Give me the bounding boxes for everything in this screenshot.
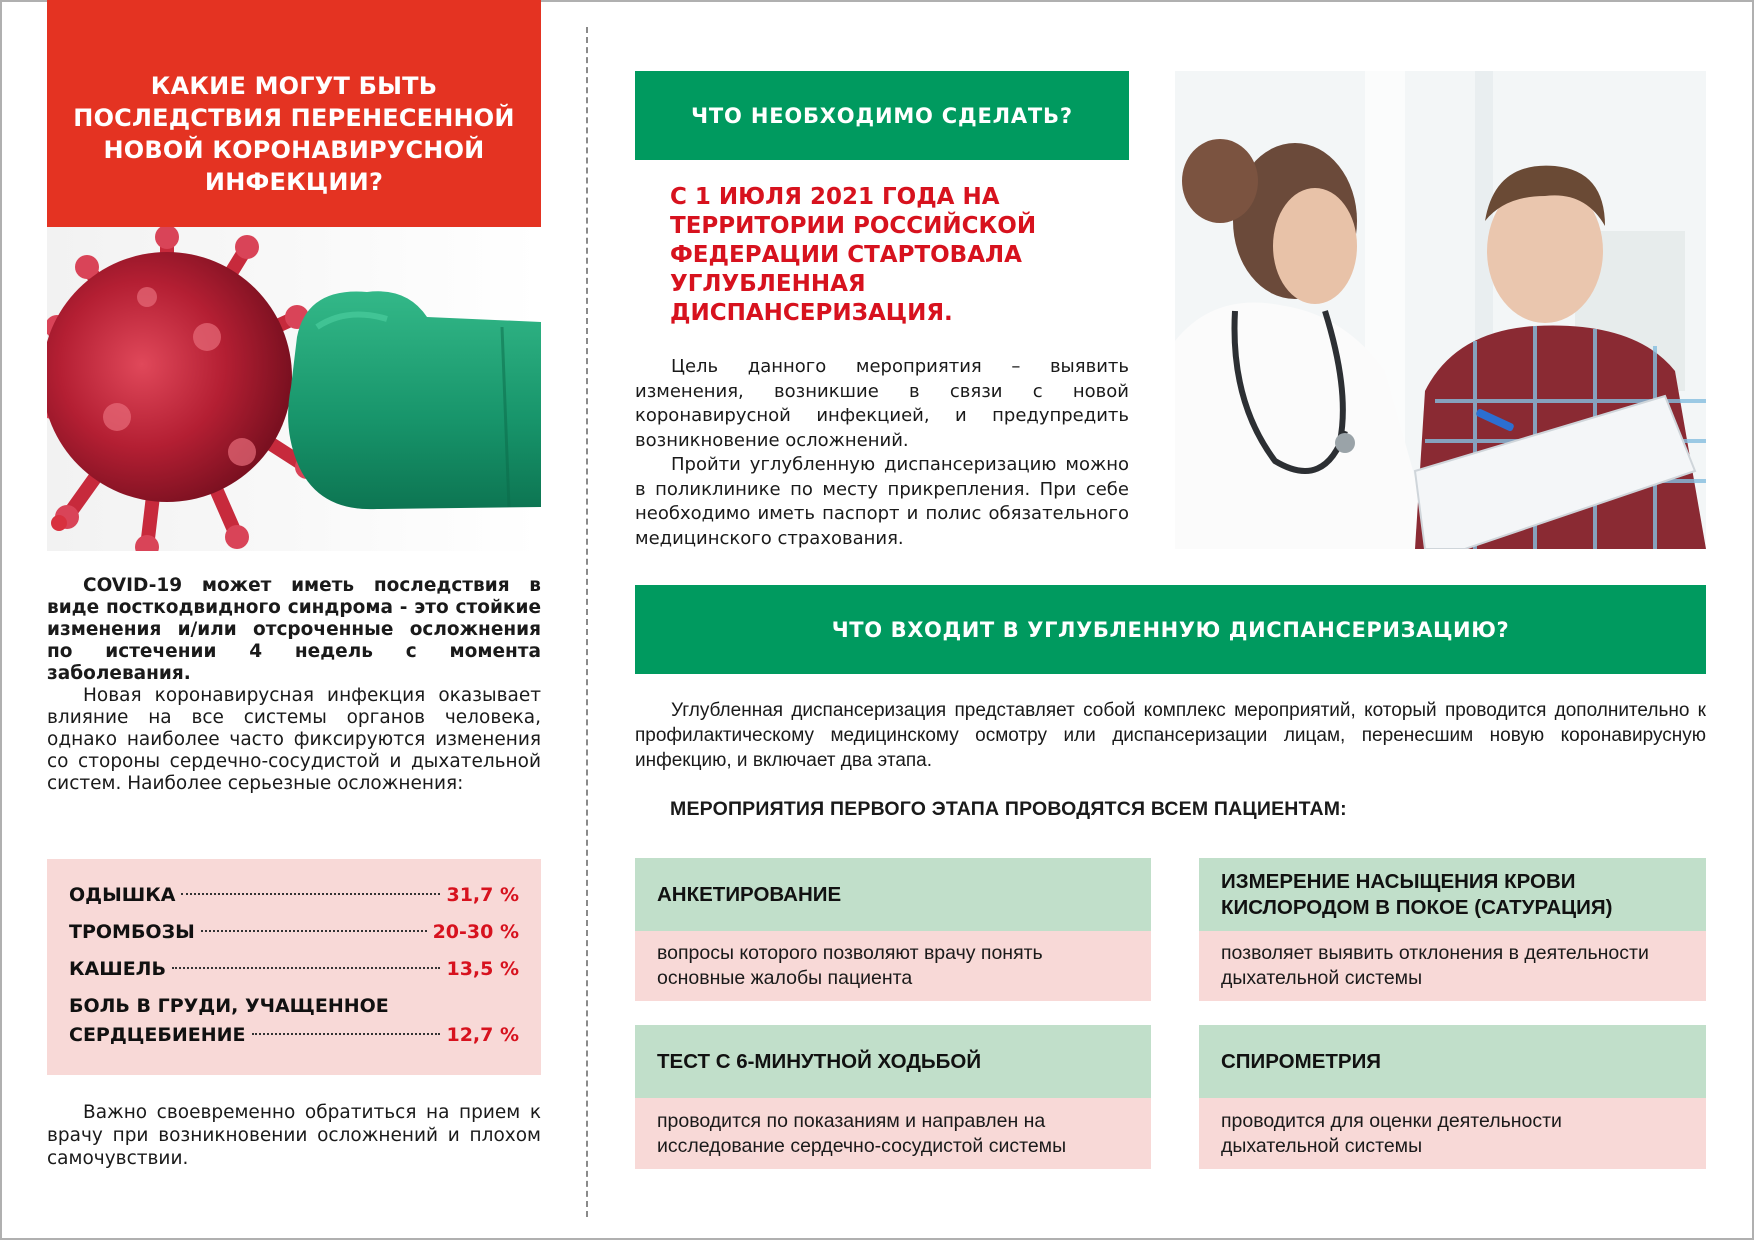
card-saturation-title: ИЗМЕРЕНИЕ НАСЫЩЕНИЯ КРОВИ КИСЛОРОДОМ В ПОКОЕ (САТУРАЦИЯ) [1199,858,1706,931]
start-date-headline: С 1 ИЮЛЯ 2021 ГОДА НА ТЕРРИТОРИИ РОССИЙСКОЙ ФЕДЕРАЦИИ СТАРТОВАЛА УГЛУБЛЕННАЯ ДИСПАНСЕРИЗАЦИЯ. [670,184,1037,326]
program-header [635,585,1706,674]
complication-label: ТРОМБОЗЫ [69,921,195,943]
program-title: ЧТО ВХОДИТ В УГЛУБЛЕННУЮ ДИСПАНСЕРИЗАЦИЮ? [831,617,1510,642]
dot-leader [201,930,427,932]
see-doctor-paragraph: Важно своевременно обратиться на прием к врачу при возникновении осложнений и плохом самочувствии. [47,1102,541,1169]
complication-value: 13,5 % [446,958,519,980]
complication-label-line1: БОЛЬ В ГРУДИ, УЧАЩЕННОЕ [69,995,389,1017]
program-intro-paragraph: Углубленная диспансеризация представляет собой комплекс мероприятий, который проводится дополнительно к профилактическому медицинскому осмотру или диспансеризации лицам, перенесшим новую коронавирусную инфекцию, и включает два этапа. [635,700,1706,771]
doctor-patient-photo [1175,71,1706,549]
card-saturation-description: позволяет выявить отклонения в деятельности дыхательной системы [1199,931,1706,1001]
complications-box [47,859,541,1075]
card-survey-description: вопросы которого позволяют врачу понять основные жалобы пациента [635,931,1151,1001]
consequences-header [47,0,541,227]
complication-line2 [69,1021,519,1050]
complication-value: 12,7 % [446,1024,519,1046]
virus-boxing-glove-image [47,227,541,551]
card-spirometry-title: СПИРОМЕТРИЯ [1199,1025,1706,1098]
doctor-patient-illustration-icon [1175,71,1706,549]
postcovid-syndrome-paragraph: COVID-19 может иметь последствия в виде посткодвидного синдрома - это стойкие изменения и/или отсроченные осложнения по истечении 4 недель с момента заболевания. [47,575,541,684]
purpose-paragraph: Цель данного мероприятия – выявить изменения, возникшие в связи с новой коронавирусной инфекцией, и предупредить возникновение осложнений. [635,356,1129,451]
complication-row [69,955,519,984]
dot-leader [172,967,441,969]
card-survey-title: АНКЕТИРОВАНИЕ [635,858,1151,931]
card-spirometry-description: проводится для оценки деятельности дыхательной системы [1199,1098,1706,1169]
fold-divider [586,27,588,1217]
card-walk-test-description: проводится по показаниям и направлен на исследование сердечно-сосудистой системы [635,1098,1151,1169]
what-to-do-text [635,355,1129,551]
complication-row [69,881,519,910]
covid-consequences-text [47,575,541,795]
what-to-do-header [635,71,1129,160]
complication-value: 20-30 % [432,921,519,943]
dot-leader [181,893,440,895]
complication-label: ОДЫШКА [69,884,176,906]
complication-value: 31,7 % [446,884,519,906]
card-walk-test-title: ТЕСТ С 6-МИНУТНОЙ ХОДЬБОЙ [635,1025,1151,1098]
see-doctor-advice [47,1101,541,1170]
complication-row [69,918,519,947]
program-intro [635,698,1706,773]
complication-label: КАШЕЛЬ [69,958,166,980]
where-to-go-paragraph: Пройти углубленную диспансеризацию можно в поликлинике по месту прикрепления. При себе необходимо иметь паспорт и полис обязательного медицинского страхования. [635,454,1129,549]
stage-one-title: МЕРОПРИЯТИЯ ПЕРВОГО ЭТАПА ПРОВОДЯТСЯ ВСЕМ ПАЦИЕНТАМ: [670,798,1347,820]
organ-systems-paragraph: Новая коронавирусная инфекция оказывает влияние на все системы органов человека, однако наиболее часто фиксируются изменения со стороны сердечно-сосудистой и дыхательной систем. Наиболее серьезные осложнения: [47,685,541,794]
complication-row [69,992,519,1050]
consequences-title: КАКИЕ МОГУТ БЫТЬ ПОСЛЕДСТВИЯ ПЕРЕНЕСЕННОЙ НОВОЙ КОРОНАВИРУСНОЙ ИНФЕКЦИИ? [73,71,515,196]
complication-label-line2: СЕРДЦЕБИЕНИЕ [69,1024,246,1046]
dot-leader [252,1033,441,1035]
virus-illustration-icon [47,227,541,551]
what-to-do-title: ЧТО НЕОБХОДИМО СДЕЛАТЬ? [691,103,1073,128]
